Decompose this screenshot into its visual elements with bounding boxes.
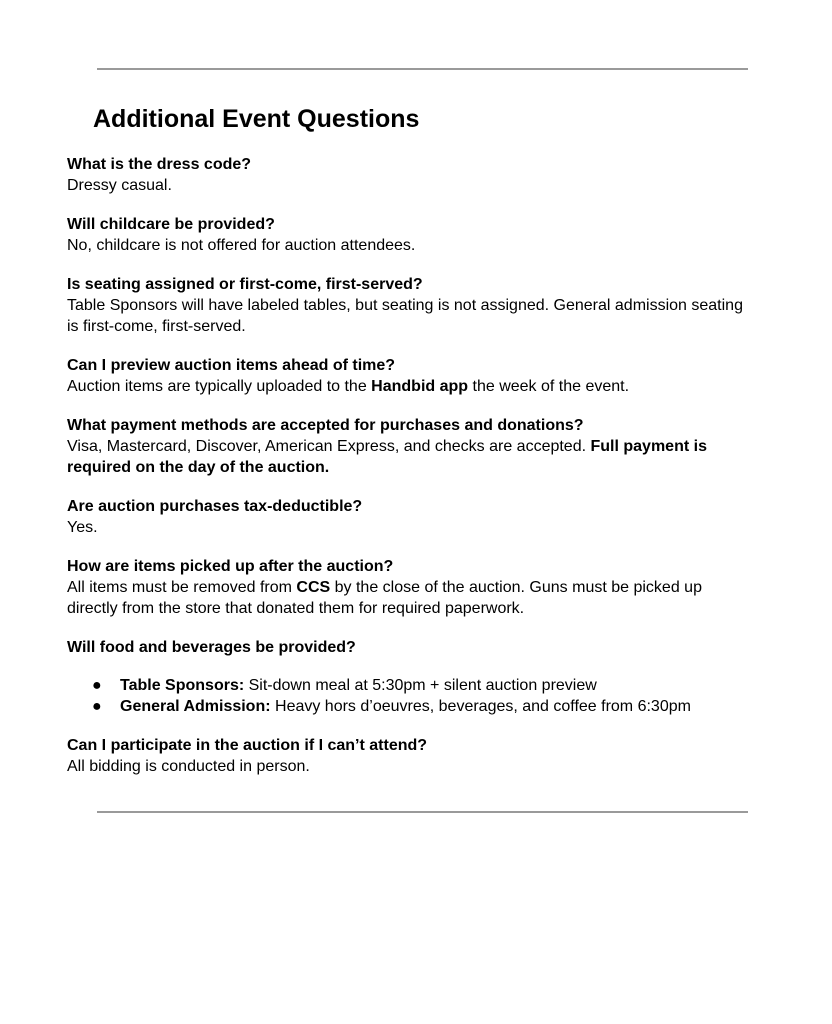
faq-question: Can I preview auction items ahead of time? (67, 357, 396, 374)
faq-item-childcare (67, 214, 757, 256)
answer-emphasis-full-payment: Full payment is required on the day of the auction. (67, 438, 707, 476)
faq-answer (67, 577, 757, 619)
answer-text: Auction items are typically uploaded to the (67, 378, 372, 395)
faq-answer: Table Sponsors will have labeled tables, but seating is not assigned. General admission seating is first-come, first-served. (67, 297, 743, 335)
faq-answer: Dressy casual. (67, 177, 172, 194)
bottom-divider (97, 811, 748, 813)
bullet-icon: ● (92, 698, 102, 715)
faq-item-remote-participation (67, 735, 757, 777)
faq-question: What is the dress code? (67, 156, 252, 173)
answer-text: by the close of the auction. Guns must be picked up directly from the store that donated them for required paperwork. (67, 579, 702, 617)
answer-text: the week of the event. (468, 378, 630, 395)
faq-item-dress-code (67, 154, 757, 196)
faq-list (67, 154, 757, 795)
faq-question: Can I participate in the auction if I can’t attend? (67, 737, 428, 754)
bullet-item-general-admission (67, 696, 757, 717)
faq-question: Will childcare be provided? (67, 216, 275, 233)
faq-question: What payment methods are accepted for purchases and donations? (67, 417, 584, 434)
faq-item-preview-items (67, 355, 757, 397)
faq-item-item-pickup (67, 556, 757, 619)
bullet-item-table-sponsors (67, 675, 757, 696)
bullet-text: Sit-down meal at 5:30pm + silent auction preview (244, 677, 597, 694)
faq-question: How are items picked up after the auction? (67, 558, 394, 575)
answer-text: Visa, Mastercard, Discover, American Express, and checks are accepted. (67, 438, 591, 455)
faq-question: Are auction purchases tax-deductible? (67, 498, 363, 515)
answer-emphasis-handbid-app: Handbid app (371, 378, 469, 395)
food-bullet-list (67, 675, 757, 717)
faq-answer: All bidding is conducted in person. (67, 758, 310, 775)
answer-text: All items must be removed from (67, 579, 297, 596)
bullet-label: General Admission: (120, 698, 271, 715)
faq-item-tax-deductible (67, 496, 757, 538)
faq-answer: Yes. (67, 519, 98, 536)
faq-answer (67, 376, 757, 397)
page-title: Additional Event Questions (93, 105, 420, 133)
faq-item-payment-methods (67, 415, 757, 478)
faq-question: Is seating assigned or first-come, first-served? (67, 276, 423, 293)
answer-emphasis-ccs: CCS (296, 579, 331, 596)
faq-answer: No, childcare is not offered for auction attendees. (67, 237, 416, 254)
faq-answer (67, 436, 757, 478)
bullet-icon: ● (92, 677, 102, 694)
faq-item-seating (67, 274, 757, 337)
faq-question: Will food and beverages be provided? (67, 639, 356, 656)
top-divider (97, 68, 748, 70)
faq-item-food-beverages (67, 637, 757, 717)
bullet-text: Heavy hors d’oeuvres, beverages, and coffee from 6:30pm (270, 698, 691, 715)
bullet-label: Table Sponsors: (120, 677, 245, 694)
